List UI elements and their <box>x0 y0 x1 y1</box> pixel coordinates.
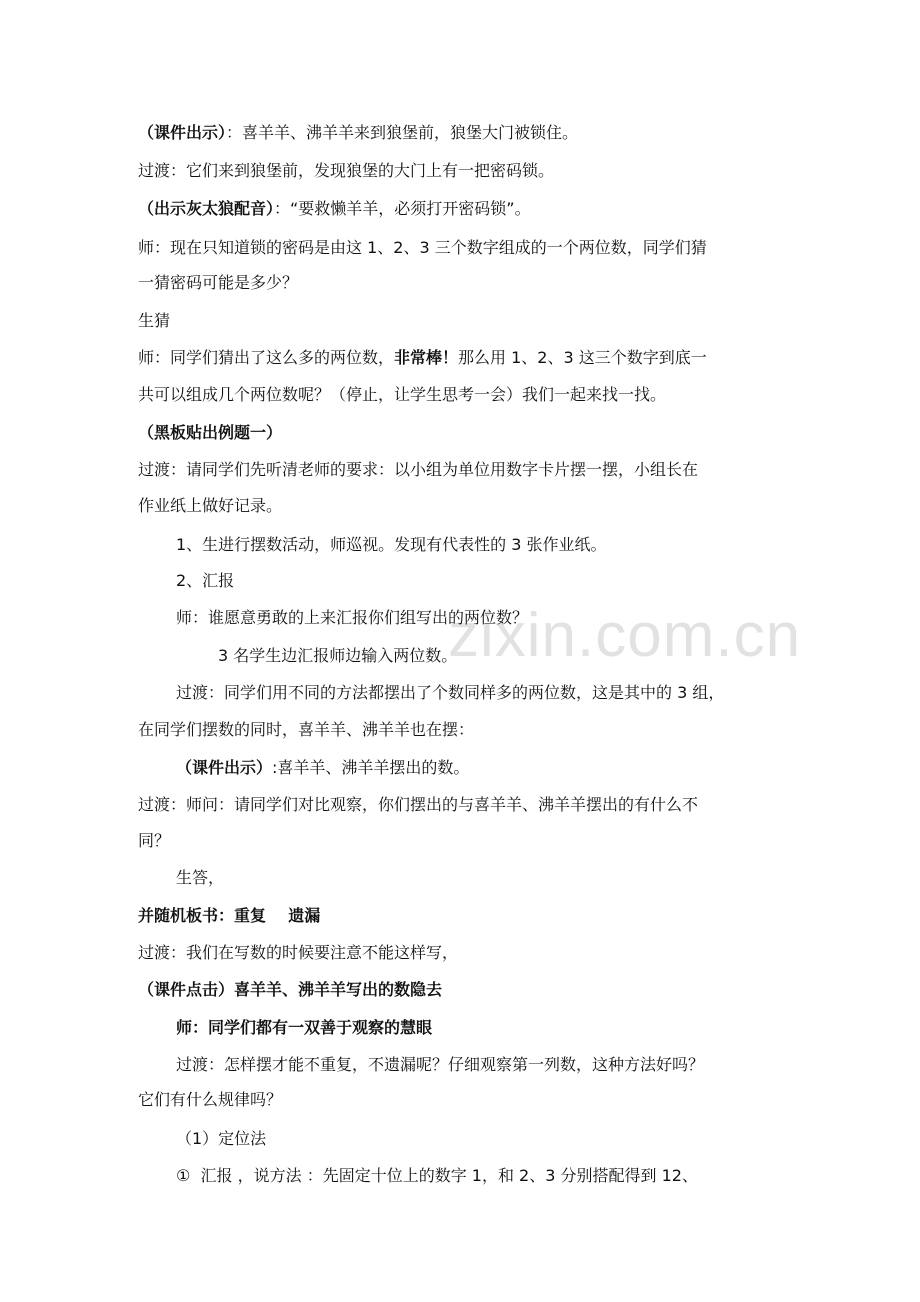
line-text: 过渡：同学们用不同的方法都摆出了个数同样多的两位数，这是其中的 3 组， <box>176 683 725 702</box>
text-line <box>138 385 788 405</box>
text-line <box>176 1129 826 1149</box>
text-line <box>138 460 788 480</box>
bold-heading: 师：同学们都有一双善于观察的慧眼 <box>176 1018 433 1037</box>
text-line <box>176 683 826 703</box>
line-text: 师：同学们猜出了这么多的两位数， <box>138 348 395 367</box>
watermark: zixin.com.cn <box>448 601 802 670</box>
text-line <box>138 943 788 963</box>
text-line <box>176 1166 826 1186</box>
line-text: 作业纸上做好记录。 <box>138 496 283 515</box>
bold-heading: 并随机板书：重复 遗漏 <box>138 906 321 925</box>
line-text: 一猜密码可能是多少？ <box>138 273 299 292</box>
line-text: 生答， <box>176 868 225 887</box>
text-line <box>138 496 788 516</box>
line-text: 过渡：它们来到狼堡前，发现狼堡的大门上有一把密码锁。 <box>138 161 555 180</box>
text-line <box>176 608 826 628</box>
line-text: 在同学们摆数的同时，喜羊羊、沸羊羊也在摆： <box>138 720 475 739</box>
text-line <box>138 161 788 181</box>
line-text: 共可以组成几个两位数呢？（停止，让学生思考一会）我们一起来找一找。 <box>138 385 667 404</box>
bold-label: （出示灰太狼配音） <box>138 199 275 218</box>
line-text: 2、汇报 <box>176 571 235 590</box>
text-line <box>176 1018 826 1038</box>
line-text: 师：谁愿意勇敢的上来汇报你们组写出的两位数？ <box>176 608 529 627</box>
bold-heading: （黑板贴出例题一） <box>138 423 283 442</box>
text-line <box>138 980 788 1000</box>
text-line <box>138 123 788 143</box>
line-text: 那么用 1、2、3 这三个数字到底一 <box>458 348 707 367</box>
line-text: 同？ <box>138 831 171 850</box>
text-line <box>138 311 788 331</box>
line-text: 1、生进行摆数活动，师巡视。发现有代表性的 3 张作业纸。 <box>176 535 607 554</box>
line-text: 过渡：请同学们先听清老师的要求：以小组为单位用数字卡片摆一摆，小组长在 <box>138 460 699 479</box>
line-text: :喜羊羊、沸羊羊摆出的数。 <box>272 758 470 777</box>
text-line <box>138 199 788 219</box>
text-line <box>138 906 788 926</box>
line-text: 生猜 <box>138 311 171 330</box>
text-line <box>138 273 788 293</box>
text-line <box>176 868 826 888</box>
line-text: 它们有什么规律吗？ <box>138 1090 283 1109</box>
text-line <box>138 1090 788 1110</box>
line-text: ：喜羊羊、沸羊羊来到狼堡前，狼堡大门被锁住。 <box>226 123 579 142</box>
bold-label: （课件出示） <box>138 123 227 142</box>
text-line <box>176 571 826 591</box>
bold-heading: （课件点击）喜羊羊、沸羊羊写出的数隐去 <box>138 980 443 999</box>
line-text: 师：现在只知道锁的密码是由这 1、2、3 三个数字组成的一个两位数，同学们猜 <box>138 238 707 257</box>
line-text: 3 名学生边汇报师边输入两位数。 <box>218 646 458 665</box>
line-text: ① 汇报 ，说方法 ：先固定十位上的数字 1，和 2、3 分别搭配得到 12、 <box>176 1166 698 1185</box>
bold-praise: 非常棒！ <box>394 348 459 367</box>
line-text: 过渡：怎样摆才能不重复，不遗漏呢？仔细观察第一列数，这种方法好吗？ <box>176 1055 705 1074</box>
bold-label: （课件出示） <box>176 758 273 777</box>
line-text: （1）定位法 <box>176 1129 267 1148</box>
text-line <box>138 238 788 258</box>
line-text: ：“要救懒羊羊，必须打开密码锁”。 <box>274 199 531 218</box>
text-line <box>138 795 788 815</box>
line-text: 过渡：师问：请同学们对比观察，你们摆出的与喜羊羊、沸羊羊摆出的有什么不 <box>138 795 699 814</box>
text-line <box>138 423 788 443</box>
text-line <box>138 831 788 851</box>
text-line <box>176 1055 826 1075</box>
line-text: 过渡：我们在写数的时候要注意不能这样写， <box>138 943 459 962</box>
text-line <box>138 720 788 740</box>
text-line <box>218 646 868 666</box>
text-line <box>138 348 788 368</box>
text-line <box>176 758 826 778</box>
text-line <box>176 535 826 555</box>
